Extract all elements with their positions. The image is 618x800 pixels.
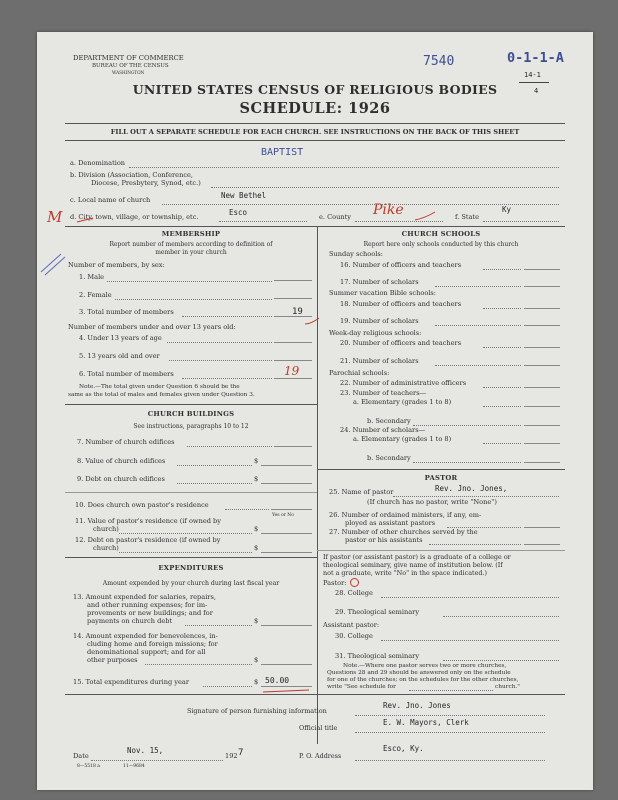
- po-address-value: Esco, Ky.: [383, 744, 424, 753]
- print-number: 11—9684: [123, 764, 145, 769]
- buildings-heading: CHURCH BUILDINGS: [147, 410, 235, 418]
- q2-label: 2. Female: [79, 291, 112, 299]
- official-title-label: Official title: [299, 724, 338, 732]
- form-number: 8—5518 a: [77, 764, 100, 769]
- signature-label: Signature of person furnishing information: [187, 707, 327, 715]
- census-schedule-page: [37, 32, 593, 790]
- pencil-marks: [37, 32, 593, 790]
- schools-heading: CHURCH SCHOOLS: [401, 230, 481, 238]
- q1-label: 1. Male: [79, 273, 105, 281]
- q14-label-2: cluding home and foreign missions; for: [87, 640, 218, 648]
- division-label: b. Division (Association, Conference,: [70, 171, 194, 179]
- q13-dollar: $: [254, 617, 259, 625]
- q29-label: 29. Theological seminary: [335, 608, 420, 616]
- q24a-label: a. Elementary (grades 1 to 8): [353, 435, 452, 443]
- q28-label: 28. College: [335, 589, 373, 597]
- q9-dollar: $: [254, 475, 259, 483]
- graduate-note-3: not a graduate, write "No" in the space indicated.): [323, 569, 488, 577]
- q13-label-1: 13. Amount expended for salaries, repairs,: [73, 593, 216, 601]
- q12-dollar: $: [254, 544, 259, 552]
- buildings-sub: See instructions, paragraphs 10 to 12: [133, 423, 249, 430]
- denomination-value: BAPTIST: [261, 147, 304, 158]
- pastor-heading: PASTOR: [424, 474, 458, 482]
- q11-label-2: church): [93, 525, 119, 533]
- q26-label-1: 26. Number of ordained ministers, if any, em-: [329, 511, 482, 519]
- membership-note-2: same as the total of males and females given under Question 3.: [68, 392, 255, 398]
- membership-heading: MEMBERSHIP: [161, 230, 221, 238]
- date-label: Date: [73, 752, 89, 760]
- q3-value: 19: [292, 307, 303, 317]
- q23a-label: a. Elementary (grades 1 to 8): [353, 398, 452, 406]
- code-stamp: 0-1-1-A: [507, 50, 564, 66]
- po-address-label: P. O. Address: [299, 752, 342, 760]
- division-label-2: Diocese, Presbytery, Synod, etc.): [91, 179, 201, 187]
- pastor-note-1: Note.—Where one pastor serves two or more churches,: [343, 663, 507, 669]
- signature-value: Rev. Jno. Jones: [383, 701, 451, 710]
- q14-dollar: $: [254, 656, 259, 664]
- state-label: f. State: [455, 213, 480, 221]
- instruction-line: FILL OUT A SEPARATE SCHEDULE FOR EACH CHURCH. SEE INSTRUCTIONS ON THE BACK OF THIS SHEET: [110, 128, 520, 136]
- city-town-value: Esco: [229, 208, 248, 217]
- q15-value: 50.00: [265, 676, 290, 685]
- q27-label-2: pastor or his assistants: [345, 536, 423, 544]
- q19-label: 19. Number of scholars: [340, 317, 419, 325]
- q25-value: Rev. Jno. Jones,: [435, 484, 508, 493]
- q31-label: 31. Theological seminary: [335, 652, 420, 660]
- q25-note: (If church has no pastor, write "None"): [367, 498, 497, 506]
- graduate-note-1: If pastor (or assistant pastor) is a graduate of a college or: [323, 553, 511, 561]
- q3-label: 3. Total number of members: [79, 308, 174, 316]
- q26-label-2: ployed as assistant pastors: [345, 519, 436, 527]
- q23-label: 23. Number of teachers—: [340, 389, 427, 397]
- q8-label: 8. Value of church edifices: [77, 457, 166, 465]
- q17-label: 17. Number of scholars: [340, 278, 419, 286]
- pastor-sub-label: Pastor:: [323, 579, 347, 587]
- stamp-number: 7540: [423, 54, 455, 69]
- state-value: Ky: [502, 205, 512, 214]
- yes-no-hint: Yes or No: [272, 513, 294, 518]
- members-by-sex-label: Number of members, by sex:: [68, 261, 165, 269]
- pastor-note-4: write "See schedule for: [327, 684, 396, 690]
- membership-sub-2: member in your church: [155, 249, 227, 256]
- q25-label: 25. Name of pastor: [329, 488, 394, 496]
- q6-value: 19: [284, 364, 300, 378]
- code-sub-1: 14-1: [524, 71, 541, 79]
- date-value: Nov. 15,: [127, 746, 164, 755]
- county-label: e. County: [319, 213, 351, 221]
- age-label: Number of members under and over 13 years old:: [68, 323, 236, 331]
- q12-label-1: 12. Debt on pastor's residence (if owned by: [75, 536, 221, 544]
- q30-label: 30. College: [335, 632, 373, 640]
- city-label: WASHINGTON: [112, 70, 145, 75]
- q13-label-4: payments on church debt: [87, 617, 173, 625]
- q27-label-1: 27. Number of other churches served by the: [329, 528, 478, 536]
- red-underline-total: [263, 690, 309, 692]
- q21-label: 21. Number of scholars: [340, 357, 419, 365]
- membership-sub-1: Report number of members according to definition of: [109, 241, 273, 248]
- pastor-note-3: for one of the churches; on the schedules for the other churches,: [327, 677, 519, 683]
- bureau-label: BUREAU OF THE CENSUS: [92, 63, 169, 69]
- q8-dollar: $: [254, 457, 259, 465]
- q9-label: 9. Debt on church edifices: [77, 475, 165, 483]
- red-margin-stroke: [77, 218, 93, 222]
- city-town-label: d. City, town, village, or township, etc.: [70, 213, 199, 221]
- q4-label: 4. Under 13 years of age: [79, 334, 162, 342]
- q18-label: 18. Number of officers and teachers: [340, 300, 462, 308]
- q16-label: 16. Number of officers and teachers: [340, 261, 462, 269]
- q15-dollar: $: [254, 678, 259, 686]
- pastor-note-5: church.": [495, 684, 520, 690]
- q11-label-1: 11. Value of pastor's residence (if owned by: [75, 517, 221, 525]
- official-title-value: E. W. Mayors, Clerk: [383, 718, 469, 727]
- q24-label: 24. Number of scholars—: [340, 426, 426, 434]
- q22-label: 22. Number of administrative officers: [340, 379, 467, 387]
- code-sub-2: 4: [534, 87, 539, 95]
- q6-label: 6. Total number of members: [79, 370, 174, 378]
- denomination-label: a. Denomination: [70, 159, 126, 167]
- q13-label-3: provements or new buildings; and for: [87, 609, 213, 617]
- form-title: UNITED STATES CENSUS OF RELIGIOUS BODIES: [132, 82, 498, 97]
- year-prefix: 192: [225, 752, 238, 760]
- q7-label: 7. Number of church edifices: [77, 438, 175, 446]
- parochial-schools-label: Parochial schools:: [329, 369, 390, 377]
- q11-dollar: $: [254, 525, 259, 533]
- q14-label-4: other purposes: [87, 656, 138, 664]
- expenditures-sub: Amount expended by your church during last fiscal year: [102, 580, 280, 587]
- weekday-schools-label: Week-day religious schools:: [329, 329, 422, 337]
- summer-schools-label: Summer vacation Bible schools:: [329, 289, 437, 297]
- margin-check-mark: M: [47, 208, 63, 226]
- year-value: 7: [238, 748, 244, 758]
- department-label: DEPARTMENT OF COMMERCE: [73, 54, 184, 62]
- q20-label: 20. Number of officers and teachers: [340, 339, 462, 347]
- assistant-pastor-label: Assistant pastor:: [323, 621, 380, 629]
- membership-note-1: Note.—The total given under Question 6 should be the: [79, 384, 240, 390]
- local-name-value: New Bethel: [221, 191, 267, 200]
- expenditures-heading: EXPENDITURES: [158, 564, 224, 572]
- q12-label-2: church): [93, 544, 119, 552]
- county-value: Pike: [373, 202, 404, 218]
- sunday-schools-label: Sunday schools:: [329, 250, 383, 258]
- q13-label-2: and other running expenses; for im-: [87, 601, 208, 609]
- schedule-title: SCHEDULE: 1926: [239, 100, 391, 117]
- pastor-note-2: Questions 28 and 29 should be answered only on the schedule: [327, 670, 511, 676]
- schools-sub: Report here only schools conducted by this church: [363, 241, 519, 248]
- q23b-label: b. Secondary: [367, 417, 411, 425]
- q5-label: 5. 13 years old and over: [79, 352, 160, 360]
- q14-label-1: 14. Amount expended for benevolences, in-: [73, 632, 218, 640]
- red-check-county: [415, 212, 435, 220]
- q14-label-3: denominational support; and for all: [87, 648, 206, 656]
- q15-label: 15. Total expenditures during year: [73, 678, 189, 686]
- q24b-label: b. Secondary: [367, 454, 411, 462]
- red-check-q3: [305, 318, 319, 324]
- q10-label: 10. Does church own pastor's residence: [75, 501, 209, 509]
- graduate-note-2: theological seminary, give name of institution below. (If: [323, 561, 503, 569]
- local-name-label: c. Local name of church: [70, 196, 151, 204]
